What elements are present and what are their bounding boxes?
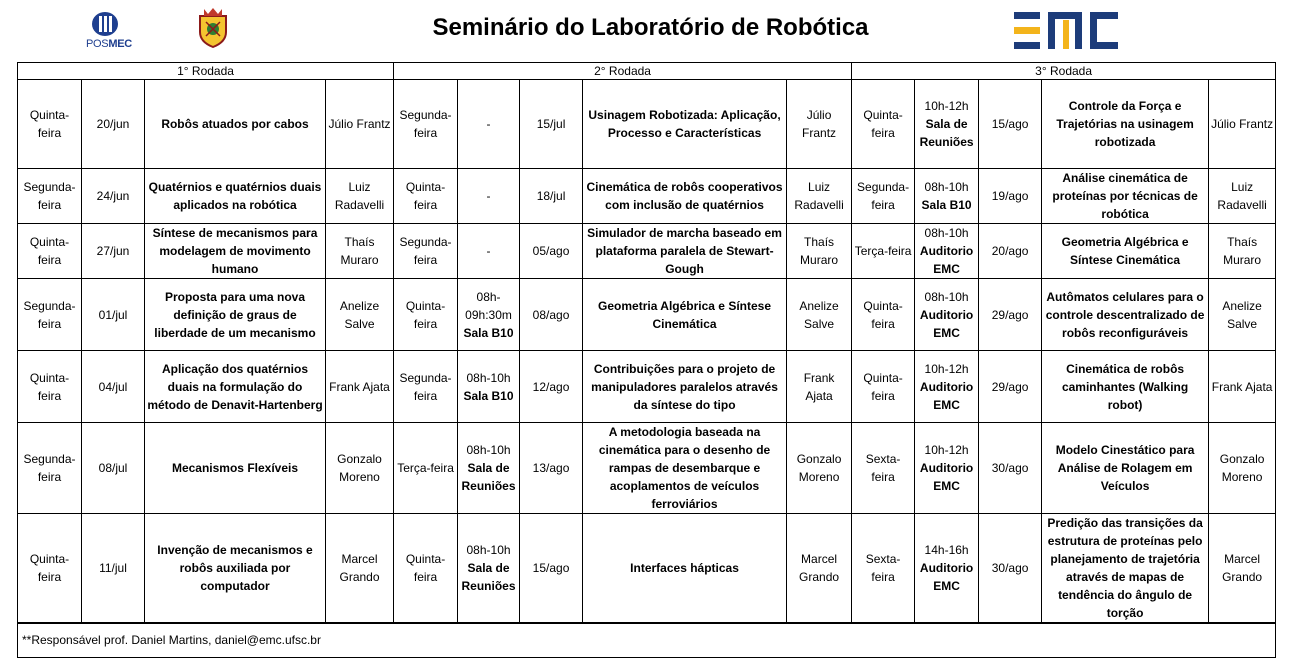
- table-row: [18, 80, 1276, 169]
- page-header: [0, 0, 1301, 60]
- speaker-cell: Frank Ajata: [326, 351, 394, 423]
- speaker-cell: Thaís Muraro: [1209, 224, 1276, 279]
- time-room-cell: -: [458, 224, 520, 279]
- topic-cell: A metodologia baseada na cinemática para o desenho de rampas de desembarque e acoplamentos de veículos ferroviários: [583, 423, 787, 514]
- round-header: 1° Rodada: [18, 63, 394, 80]
- day-cell: Sexta-feira: [852, 423, 915, 514]
- date-cell: 01/jul: [82, 279, 145, 351]
- speaker-cell: Gonzalo Moreno: [787, 423, 852, 514]
- date-cell: 20/jun: [82, 80, 145, 169]
- date-cell: 08/jul: [82, 423, 145, 514]
- speaker-cell: Anelize Salve: [787, 279, 852, 351]
- table-row: [18, 514, 1276, 624]
- day-cell: Segunda-feira: [394, 224, 458, 279]
- topic-cell: Proposta para uma nova definição de graus de liberdade de um mecanismo: [145, 279, 326, 351]
- time-room-cell: 10h-12h Sala de Reuniões: [915, 80, 979, 169]
- speaker-cell: Frank Ajata: [1209, 351, 1276, 423]
- day-cell: Quinta-feira: [18, 514, 82, 624]
- day-cell: Segunda-feira: [394, 80, 458, 169]
- day-cell: Terça-feira: [852, 224, 915, 279]
- topic-cell: Análise cinemática de proteínas por técnicas de robótica: [1042, 169, 1209, 224]
- day-cell: Segunda-feira: [18, 279, 82, 351]
- topic-cell: Simulador de marcha baseado em plataforma paralela de Stewart-Gough: [583, 224, 787, 279]
- time-room-cell: 08h-10h Sala de Reuniões: [458, 514, 520, 624]
- day-cell: Segunda-feira: [18, 169, 82, 224]
- speaker-cell: Thaís Muraro: [326, 224, 394, 279]
- topic-cell: Controle da Força e Trajetórias na usinagem robotizada: [1042, 80, 1209, 169]
- topic-cell: Usinagem Robotizada: Aplicação, Processo e Características: [583, 80, 787, 169]
- responsible-note: **Responsável prof. Daniel Martins, daniel@emc.ufsc.br: [18, 623, 1276, 657]
- topic-cell: Cinemática de robôs caminhantes (Walking robot): [1042, 351, 1209, 423]
- speaker-cell: Marcel Grando: [326, 514, 394, 624]
- day-cell: Quinta-feira: [18, 80, 82, 169]
- topic-cell: Predição das transições da estrutura de proteínas pelo planejamento de trajetória através de mapas de tendência do ângulo de torção: [1042, 514, 1209, 624]
- time-room-cell: 08h-10h Auditorio EMC: [915, 224, 979, 279]
- topic-cell: Autômatos celulares para o controle descentralizado de robôs reconfiguráveis: [1042, 279, 1209, 351]
- topic-cell: Interfaces hápticas: [583, 514, 787, 624]
- date-cell: 29/ago: [979, 351, 1042, 423]
- table-row: [18, 279, 1276, 351]
- topic-cell: Robôs atuados por cabos: [145, 80, 326, 169]
- topic-cell: Cinemática de robôs cooperativos com inclusão de quatérnios: [583, 169, 787, 224]
- date-cell: 15/ago: [520, 514, 583, 624]
- date-cell: 19/ago: [979, 169, 1042, 224]
- topic-cell: Modelo Cinestático para Análise de Rolagem em Veículos: [1042, 423, 1209, 514]
- schedule-table: [17, 62, 1276, 658]
- day-cell: Segunda-feira: [852, 169, 915, 224]
- table-row: [18, 351, 1276, 423]
- date-cell: 12/ago: [520, 351, 583, 423]
- speaker-cell: Marcel Grando: [787, 514, 852, 624]
- date-cell: 27/jun: [82, 224, 145, 279]
- speaker-cell: Gonzalo Moreno: [326, 423, 394, 514]
- date-cell: 30/ago: [979, 514, 1042, 624]
- time-room-cell: -: [458, 169, 520, 224]
- speaker-cell: Luiz Radavelli: [326, 169, 394, 224]
- rounds-header-row: [18, 63, 1276, 80]
- table-row: [18, 169, 1276, 224]
- footer-row: [18, 623, 1276, 657]
- speaker-cell: Gonzalo Moreno: [1209, 423, 1276, 514]
- time-room-cell: 08h-10h Auditorio EMC: [915, 279, 979, 351]
- day-cell: Quinta-feira: [394, 169, 458, 224]
- day-cell: Terça-feira: [394, 423, 458, 514]
- table-row: [18, 423, 1276, 514]
- time-room-cell: 08h-09h:30m Sala B10: [458, 279, 520, 351]
- date-cell: 15/ago: [979, 80, 1042, 169]
- time-room-cell: -: [458, 80, 520, 169]
- date-cell: 30/ago: [979, 423, 1042, 514]
- topic-cell: Mecanismos Flexíveis: [145, 423, 326, 514]
- page-title: Seminário do Laboratório de Robótica: [432, 14, 869, 41]
- time-room-cell: 10h-12h Auditorio EMC: [915, 351, 979, 423]
- speaker-cell: Júlio Frantz: [1209, 80, 1276, 169]
- topic-cell: Contribuições para o projeto de manipuladores paralelos através da síntese do tipo: [583, 351, 787, 423]
- speaker-cell: Marcel Grando: [1209, 514, 1276, 624]
- table-row: [18, 224, 1276, 279]
- day-cell: Sexta-feira: [852, 514, 915, 624]
- time-room-cell: 08h-10h Sala de Reuniões: [458, 423, 520, 514]
- speaker-cell: Anelize Salve: [1209, 279, 1276, 351]
- topic-cell: Síntese de mecanismos para modelagem de movimento humano: [145, 224, 326, 279]
- speaker-cell: Júlio Frantz: [787, 80, 852, 169]
- round-header: 3° Rodada: [852, 63, 1276, 80]
- topic-cell: Geometria Algébrica e Síntese Cinemática: [1042, 224, 1209, 279]
- emc-logo: [1012, 10, 1120, 52]
- time-room-cell: 10h-12h Auditorio EMC: [915, 423, 979, 514]
- speaker-cell: Thaís Muraro: [787, 224, 852, 279]
- day-cell: Quinta-feira: [852, 351, 915, 423]
- date-cell: 20/ago: [979, 224, 1042, 279]
- day-cell: Quinta-feira: [852, 279, 915, 351]
- day-cell: Quinta-feira: [18, 351, 82, 423]
- date-cell: 11/jul: [82, 514, 145, 624]
- speaker-cell: Anelize Salve: [326, 279, 394, 351]
- date-cell: 08/ago: [520, 279, 583, 351]
- round-header: 2° Rodada: [394, 63, 852, 80]
- date-cell: 05/ago: [520, 224, 583, 279]
- topic-cell: Aplicação dos quatérnios duais na formulação do método de Denavit-Hartenberg: [145, 351, 326, 423]
- speaker-cell: Luiz Radavelli: [787, 169, 852, 224]
- topic-cell: Quatérnios e quatérnios duais aplicados na robótica: [145, 169, 326, 224]
- date-cell: 18/jul: [520, 169, 583, 224]
- day-cell: Segunda-feira: [18, 423, 82, 514]
- date-cell: 04/jul: [82, 351, 145, 423]
- day-cell: Quinta-feira: [18, 224, 82, 279]
- day-cell: Quinta-feira: [394, 279, 458, 351]
- day-cell: Quinta-feira: [852, 80, 915, 169]
- speaker-cell: Luiz Radavelli: [1209, 169, 1276, 224]
- date-cell: 24/jun: [82, 169, 145, 224]
- speaker-cell: Júlio Frantz: [326, 80, 394, 169]
- speaker-cell: Frank Ajata: [787, 351, 852, 423]
- date-cell: 15/jul: [520, 80, 583, 169]
- posmec-logo: POSMEC: [86, 8, 150, 52]
- time-room-cell: 14h-16h Auditorio EMC: [915, 514, 979, 624]
- topic-cell: Invenção de mecanismos e robôs auxiliada por computador: [145, 514, 326, 624]
- topic-cell: Geometria Algébrica e Síntese Cinemática: [583, 279, 787, 351]
- time-room-cell: 08h-10h Sala B10: [915, 169, 979, 224]
- day-cell: Quinta-feira: [394, 514, 458, 624]
- date-cell: 29/ago: [979, 279, 1042, 351]
- date-cell: 13/ago: [520, 423, 583, 514]
- time-room-cell: 08h-10h Sala B10: [458, 351, 520, 423]
- day-cell: Segunda-feira: [394, 351, 458, 423]
